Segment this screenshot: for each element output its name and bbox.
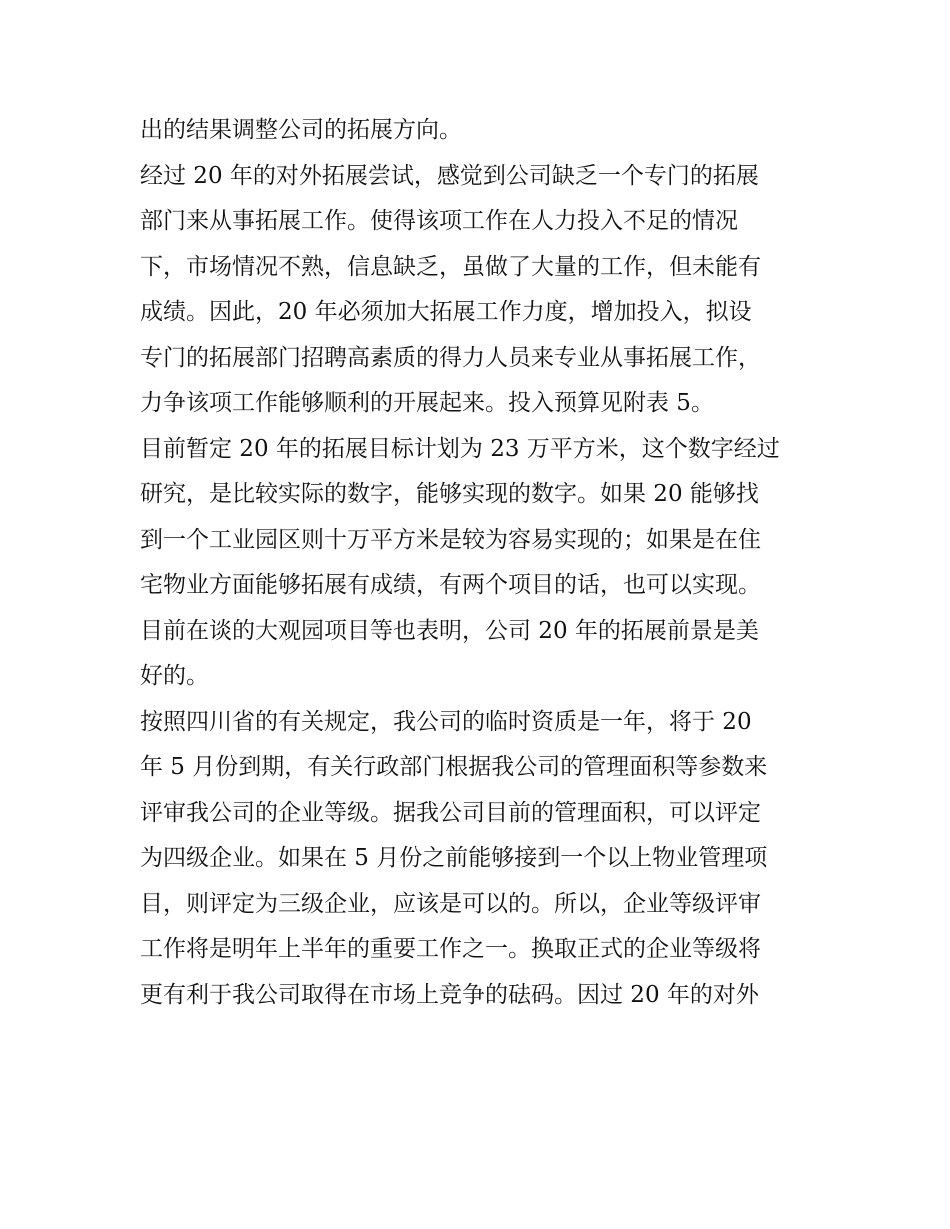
text-line: 工作将是明年上半年的重要工作之一。换取正式的企业等级将	[140, 936, 761, 962]
text-line: 部门来从事拓展工作。使得该项工作在人力投入不足的情况	[140, 208, 738, 234]
text-line: 更有利于我公司取得在市场上竞争的砝码。因过 20 年的对外	[140, 981, 759, 1008]
text-line: 成绩。因此，20 年必须加大拓展工作力度，增加投入，拟设	[140, 299, 752, 325]
text-line: 目前暂定 20 年的拓展目标计划为 23 万平方米，这个数字经过	[140, 435, 780, 462]
text-line: 为四级企业。如果在 5 月份之前能够接到一个以上物业管理项	[140, 845, 768, 871]
text-line: 研究，是比较实际的数字，能够实现的数字。如果 20 能够找	[140, 481, 759, 507]
text-line: 年 5 月份到期，有关行政部门根据我公司的管理面积等参数来	[140, 754, 768, 780]
text-line: 经过 20 年的对外拓展尝试，感觉到公司缺乏一个专门的拓展	[140, 162, 759, 189]
text-line: 目前在谈的大观园项目等也表明，公司 20 年的拓展前景是美	[140, 617, 759, 644]
text-line: 评审我公司的企业等级。据我公司目前的管理面积，可以评定	[140, 799, 761, 826]
text-line: 好的。	[140, 663, 209, 689]
text-line: 专门的拓展部门招聘高素质的得力人员来专业从事拓展工作，	[140, 344, 761, 371]
text-line: 宅物业方面能够拓展有成绩，有两个项目的话，也可以实现。	[140, 572, 761, 598]
text-line: 出的结果调整公司的拓展方向。	[140, 117, 462, 143]
text-line: 目，则评定为三级企业，应该是可以的。所以，企业等级评审	[140, 890, 761, 917]
document-body	[140, 108, 830, 1018]
text-line: 到一个工业园区则十万平方米是较为容易实现的；如果是在住	[140, 526, 761, 553]
text-line: 按照四川省的有关规定，我公司的临时资质是一年，将于 20	[140, 708, 752, 735]
text-line: 下，市场情况不熟，信息缺乏，虽做了大量的工作，但未能有	[140, 253, 761, 280]
text-line: 力争该项工作能够顺利的开展起来。投入预算见附表 5。	[140, 390, 714, 416]
